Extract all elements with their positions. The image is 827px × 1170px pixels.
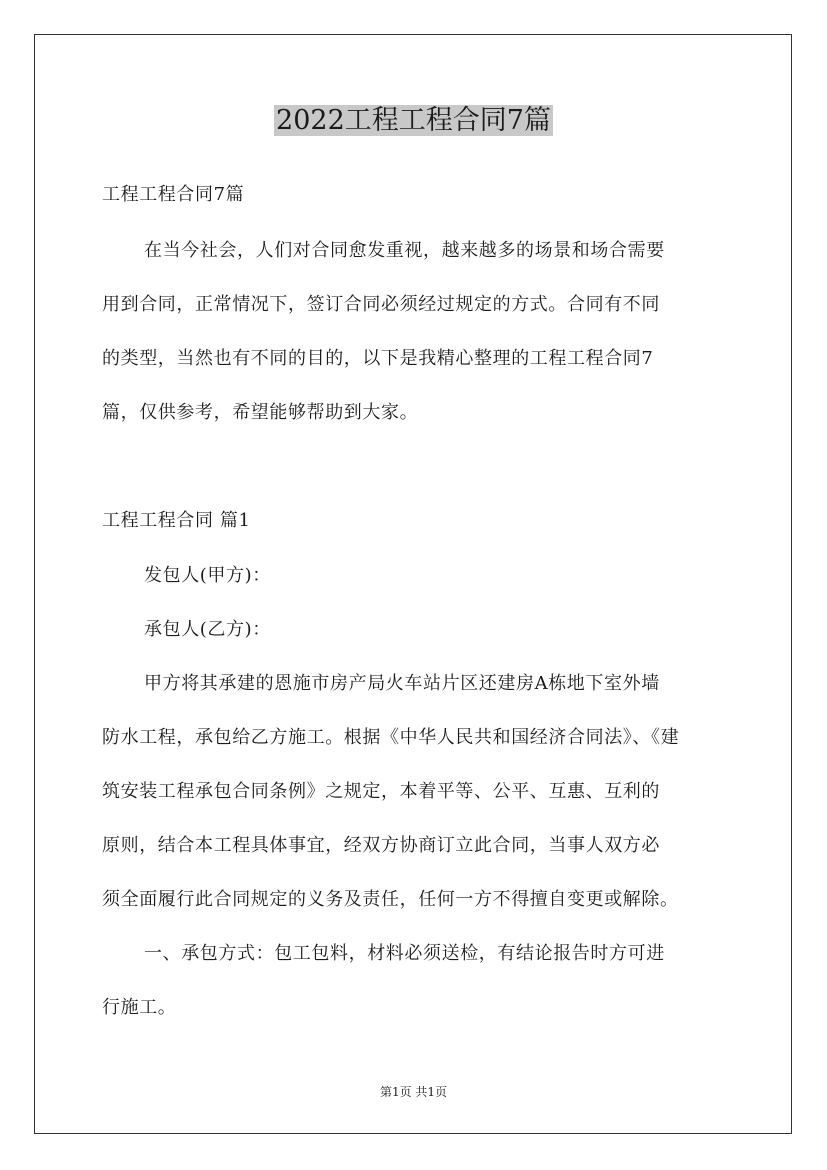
document-title-wrap xyxy=(0,100,827,142)
body-line-3: 筑安装工程承包合同条例》之规定，本着平等、公平、互惠、互利的 xyxy=(102,781,660,802)
clause-1-line-2: 行施工。 xyxy=(102,997,177,1018)
intro-line-1: 在当今社会，人们对合同愈发重视，越来越多的场景和场合需要 xyxy=(144,240,665,261)
party-b: 承包人(乙方)： xyxy=(144,619,271,640)
body-line-1: 甲方将其承建的恩施市房产局火车站片区还建房A栋地下室外墙 xyxy=(144,673,660,694)
intro-line-2: 用到合同，正常情况下，签订合同必须经过规定的方式。合同有不同 xyxy=(102,294,660,315)
document-title: 2022工程工程合同7篇 xyxy=(276,105,551,136)
section-heading: 工程工程合同 篇1 xyxy=(102,510,251,531)
subtitle: 工程工程合同7篇 xyxy=(102,184,245,205)
body-line-5: 须全面履行此合同规定的义务及责任，任何一方不得擅自变更或解除。 xyxy=(102,889,679,910)
intro-line-4: 篇，仅供参考，希望能够帮助到大家。 xyxy=(102,402,419,423)
body-line-2: 防水工程，承包给乙方施工。根据《中华人民共和国经济合同法》、《建 xyxy=(102,727,680,748)
intro-line-3: 的类型，当然也有不同的目的，以下是我精心整理的工程工程合同7 xyxy=(102,348,654,369)
body-line-4: 原则，结合本工程具体事宜，经双方协商订立此合同，当事人双方必 xyxy=(102,835,660,856)
clause-1-line-1: 一、承包方式：包工包料，材料必须送检，有结论报告时方可进 xyxy=(144,943,665,964)
party-a: 发包人(甲方)： xyxy=(144,565,271,586)
page-footer: 第1页 共1页 xyxy=(379,1085,448,1099)
